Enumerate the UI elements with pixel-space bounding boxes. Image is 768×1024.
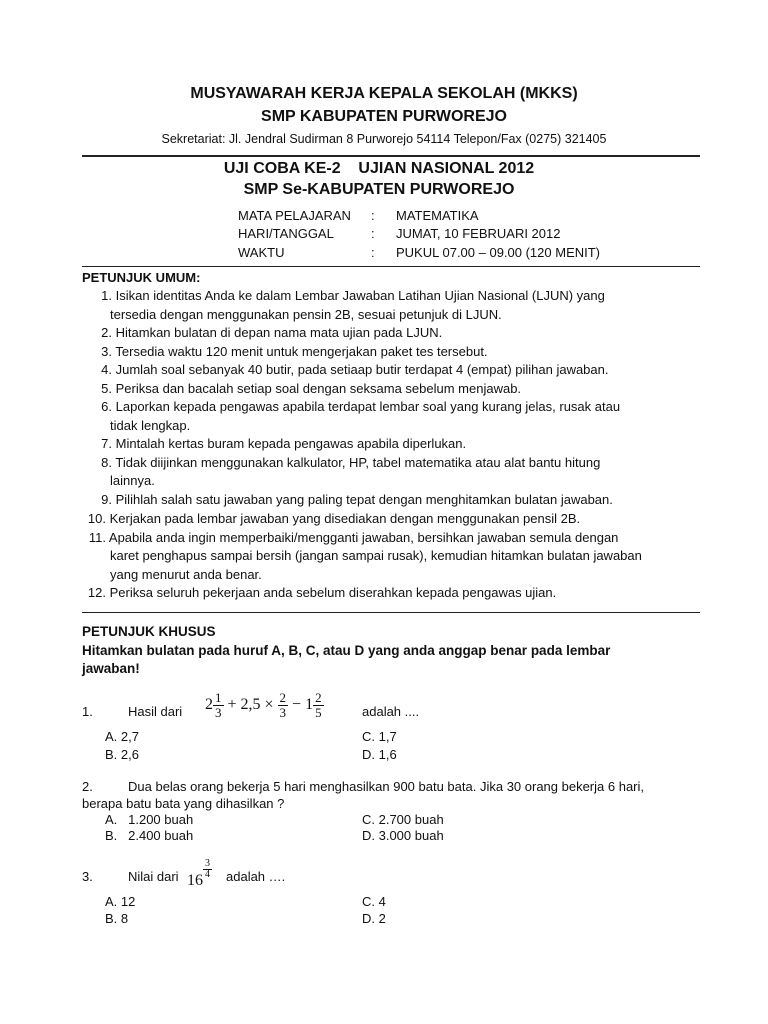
info-label: HARI/TANGGAL bbox=[238, 226, 334, 241]
instruction-item: 11. Apabila anda ingin memperbaiki/mengganti jawaban, bersihkan jawaban semula dengan bbox=[88, 529, 619, 545]
info-sep: : bbox=[371, 226, 375, 241]
question-2-option-b[interactable]: B. 2.400 buah bbox=[105, 828, 194, 843]
question-3-number: 3. bbox=[82, 869, 93, 884]
section-divider bbox=[82, 612, 700, 613]
special-instructions-line: Hitamkan bulatan pada huruf A, B, C, atau D yang anda anggap benar pada lembar bbox=[82, 643, 611, 658]
info-value: PUKUL 07.00 – 09.00 (120 MENIT) bbox=[396, 245, 601, 260]
instruction-item: 10. Kerjakan pada lembar jawaban yang disediakan dengan menggunakan pensil 2B. bbox=[87, 511, 581, 526]
instruction-item: 4. Jumlah soal sebanyak 40 butir, pada setiaap butir terdapat 4 (empat) pilihan jawaban. bbox=[101, 362, 609, 377]
question-2-option-d[interactable]: D. 3.000 buah bbox=[362, 828, 444, 843]
question-1-prefix: Hasil dari bbox=[128, 704, 183, 719]
question-1-option-b[interactable]: B. 2,6 bbox=[105, 747, 139, 762]
question-1-suffix: adalah .... bbox=[362, 704, 420, 719]
question-3-option-d[interactable]: D. 2 bbox=[362, 911, 386, 926]
instruction-item: 6. Laporkan kepada pengawas apabila terdapat lembar soal yang kurang jelas, rusak atau bbox=[101, 399, 621, 414]
info-value: MATEMATIKA bbox=[396, 208, 479, 223]
question-2-option-c[interactable]: C. 2.700 buah bbox=[362, 812, 444, 827]
question-1-option-d[interactable]: D. 1,6 bbox=[362, 747, 397, 762]
org-address: Sekretariat: Jl. Jendral Sudirman 8 Purworejo 54114 Telepon/Fax (0275) 321405 bbox=[161, 132, 607, 146]
instruction-item-cont: yang menurut anda benar. bbox=[110, 566, 262, 582]
org-title: MUSYAWARAH KERJA KEPALA SEKOLAH (MKKS) bbox=[190, 85, 578, 102]
instruction-item-cont: karet penghapus sampai bersih (jangan sampai rusak), kemudian hitamkan bulatan jawaban bbox=[110, 548, 642, 563]
general-instructions-list bbox=[90, 287, 620, 509]
question-3-expression: 16 $\frac{3}{4}$ bbox=[187, 858, 210, 889]
question-1-option-c[interactable]: C. 1,7 bbox=[362, 729, 397, 744]
instruction-item: 8. Tidak diijinkan menggunakan kalkulator, HP, tabel matematika atau alat bantu hitung bbox=[101, 454, 601, 470]
general-instructions-title: PETUNJUK UMUM: bbox=[82, 270, 201, 285]
info-value: JUMAT, 10 FEBRUARI 2012 bbox=[396, 226, 561, 241]
question-3-suffix: adalah …. bbox=[226, 869, 286, 884]
instruction-item: 7. Mintalah kertas buram kepada pengawas apabila diperlukan. bbox=[101, 436, 467, 451]
special-instructions-title: PETUNJUK KHUSUS bbox=[82, 624, 216, 639]
question-2-number: 2. bbox=[82, 779, 93, 794]
info-divider bbox=[82, 266, 700, 267]
instruction-item: 3. Tersedia waktu 120 menit untuk mengerjakan paket tes tersebut. bbox=[101, 343, 488, 359]
info-label: WAKTU bbox=[238, 245, 285, 260]
question-2-option-a[interactable]: A. 1.200 buah bbox=[105, 812, 194, 827]
instruction-item-cont: tidak lengkap. bbox=[110, 417, 191, 433]
instruction-item: 2. Hitamkan bulatan di depan nama mata ujian pada LJUN. bbox=[101, 325, 443, 340]
question-2-text-cont: berapa batu bata yang dihasilkan ? bbox=[82, 796, 285, 811]
question-1-number: 1. bbox=[82, 704, 93, 719]
question-3-option-a[interactable]: A. 12 bbox=[105, 894, 136, 909]
exam-subtitle: SMP Se-KABUPATEN PURWOREJO bbox=[243, 181, 515, 198]
question-3-option-b[interactable]: B. 8 bbox=[105, 911, 129, 926]
instruction-item: 5. Periksa dan bacalah setiap soal dengan seksama sebelum menjawab. bbox=[101, 380, 522, 396]
instruction-item: 1. Isikan identitas Anda ke dalam Lembar Jawaban Latihan Ujian Nasional (LJUN) yang bbox=[101, 288, 605, 303]
question-1-expression: 2 $\frac{1}{3}$ + 2,5 × $\frac{2}{3}$ − 1 $\frac{2}{5}$ bbox=[205, 690, 322, 720]
exam-title: UJI COBA KE-2 UJIAN NASIONAL 2012 bbox=[223, 160, 535, 177]
general-instructions-list-2 bbox=[82, 510, 642, 603]
instruction-item: 12. Periksa seluruh pekerjaan anda sebelum diserahkan kepada pengawas ujian. bbox=[87, 585, 557, 600]
instruction-item-cont: lainnya. bbox=[110, 473, 155, 488]
special-instructions-line: jawaban! bbox=[82, 661, 140, 676]
question-3-prefix: Nilai dari bbox=[128, 869, 179, 884]
header-divider bbox=[82, 155, 700, 157]
question-1-option-a[interactable]: A. 2,7 bbox=[105, 729, 139, 744]
org-subtitle: SMP KABUPATEN PURWOREJO bbox=[261, 108, 507, 125]
instruction-item: 9. Pilihlah salah satu jawaban yang paling tepat dengan menghitamkan bulatan jawaban. bbox=[101, 491, 613, 507]
info-label: MATA PELAJARAN bbox=[238, 208, 351, 223]
info-sep: : bbox=[371, 208, 375, 223]
info-sep: : bbox=[371, 245, 375, 260]
instruction-item-cont: tersedia dengan menggunakan pensin 2B, sesuai petunjuk di LJUN. bbox=[110, 306, 502, 322]
question-3-option-c[interactable]: C. 4 bbox=[362, 894, 386, 909]
question-2-text: Dua belas orang bekerja 5 hari menghasilkan 900 batu bata. Jika 30 orang bekerja 6 hari, bbox=[128, 779, 645, 794]
